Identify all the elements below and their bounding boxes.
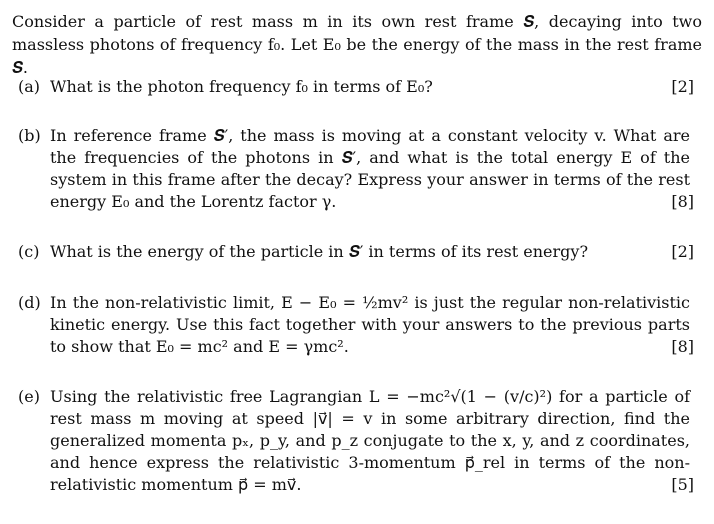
question-label: (c)	[18, 242, 40, 261]
question-text: In the non-relativistic limit, E − E₀ = ½mv² is just the regular non-relativistic kinetic energy. Use this fact together with your answers to the previous parts to show that E₀ = mc² and E = γmc².	[50, 293, 690, 356]
question-label: (e)	[18, 387, 40, 406]
question-text: What is the photon frequency f₀ in terms of E₀?	[50, 77, 433, 96]
question-label: (b)	[18, 126, 41, 145]
question-marks: [2]	[671, 242, 694, 261]
question-marks: [8]	[671, 337, 694, 356]
problem-intro: Consider a particle of rest mass m in its own rest frame 𝑺, decaying into two massless photons of frequency f₀. Let E₀ be the energy of the mass in the rest frame 𝑺.	[12, 12, 702, 77]
question-d	[18, 292, 694, 360]
question-label: (d)	[18, 293, 41, 312]
question-text: In reference frame 𝑺′, the mass is moving at a constant velocity v. What are the frequencies of the photons in 𝑺′, and what is the total energy E of the system in this frame after the decay? Express your answer in terms of the rest energy E₀ and the Lorentz factor γ.	[50, 126, 690, 211]
question-a	[18, 76, 694, 100]
question-e	[18, 386, 694, 498]
question-c	[18, 241, 694, 265]
question-text: What is the energy of the particle in 𝑺′ in terms of its rest energy?	[50, 242, 589, 261]
question-text: Using the relativistic free Lagrangian L = −mc²√(1 − (v/c)²) for a particle of rest mass m moving at speed |v⃗| = v in some arbitrary direction, find the generalized momenta pₓ, p_y, and p_z conjugate to the x, y, and z coordinates, and hence express the relativistic 3-momentum p⃗_rel in terms of the non-relativistic momentum p⃗ = mv⃗.	[50, 387, 690, 494]
question-marks: [5]	[671, 475, 694, 494]
question-marks: [8]	[671, 192, 694, 211]
question-label: (a)	[18, 77, 41, 96]
question-marks: [2]	[671, 77, 694, 96]
question-b	[18, 125, 694, 215]
